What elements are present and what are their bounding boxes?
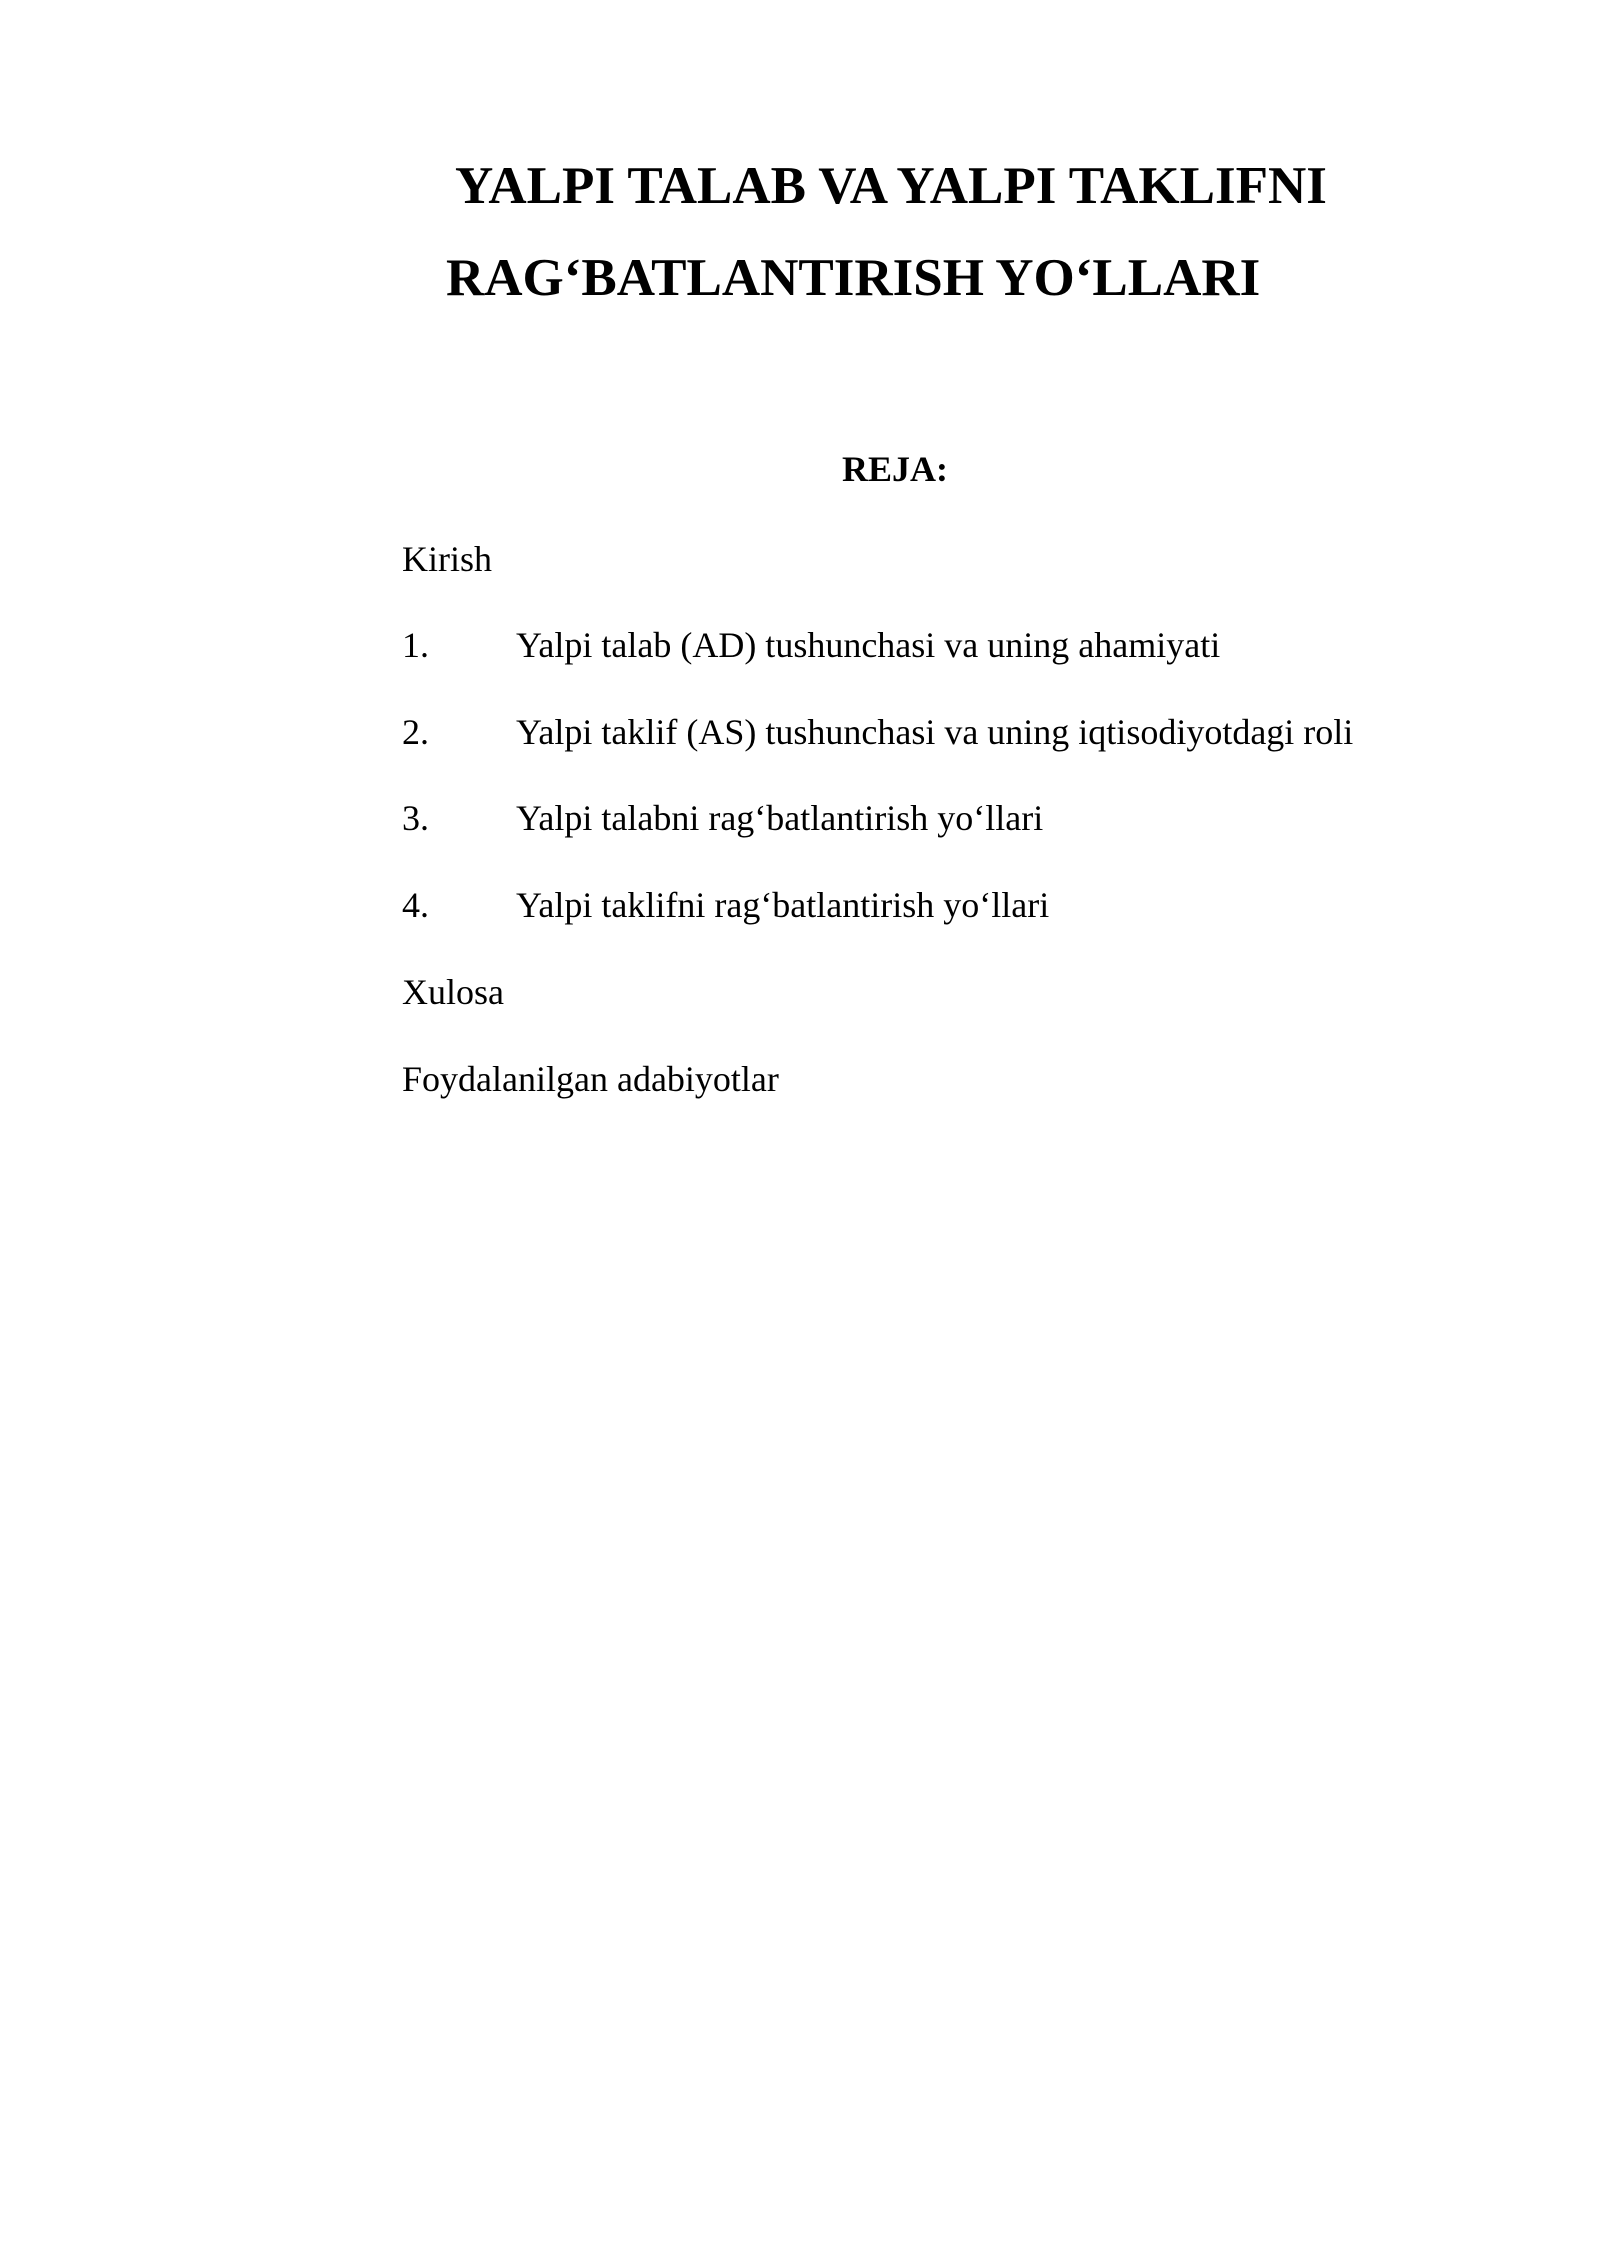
document-title-line-2: RAG‘BATLANTIRISH YO‘LLARI [446, 249, 1261, 307]
document-title-line-1: YALPI TALAB VA YALPI TAKLIFNI [455, 157, 1327, 215]
plan-conclusion: Xulosa [402, 972, 504, 1012]
plan-item-number-1: 1. [402, 625, 429, 665]
plan-item-text-2: Yalpi taklif (AS) tushunchasi va uning iqtisodiyotdagi roli [516, 712, 1354, 752]
plan-references: Foydalanilgan adabiyotlar [402, 1059, 779, 1099]
plan-introduction: Kirish [402, 539, 492, 579]
plan-item-number-4: 4. [402, 885, 429, 925]
plan-item-number-3: 3. [402, 798, 429, 838]
plan-heading: REJA: [842, 449, 948, 489]
plan-item-text-1: Yalpi talab (AD) tushunchasi va uning ahamiyati [516, 625, 1221, 665]
plan-item-number-2: 2. [402, 712, 429, 752]
plan-item-text-4: Yalpi taklifni rag‘batlantirish yo‘llari [516, 885, 1050, 925]
plan-item-text-3: Yalpi talabni rag‘batlantirish yo‘llari [516, 798, 1044, 838]
